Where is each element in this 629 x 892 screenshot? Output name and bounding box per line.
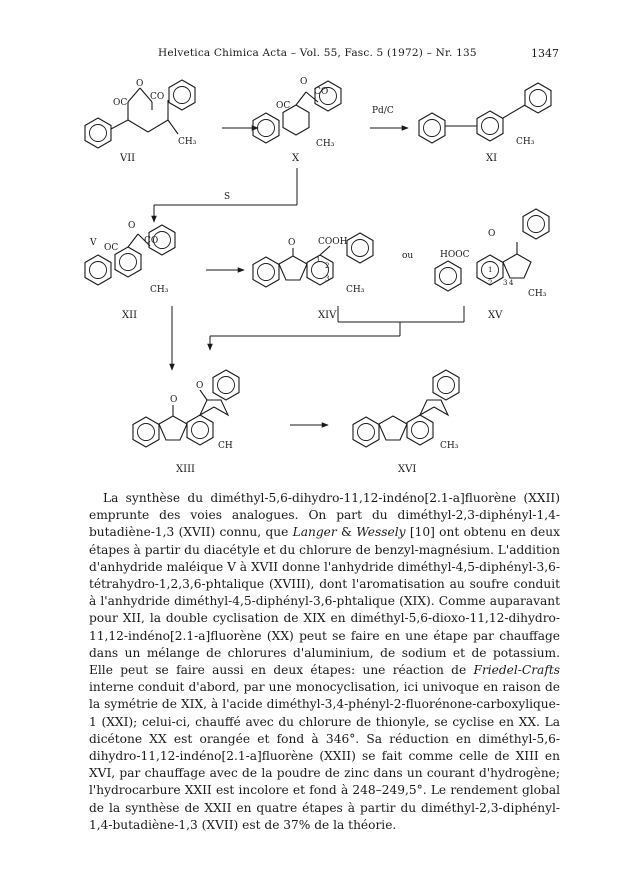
compound-label: X (292, 153, 300, 164)
reagent-label: Pd/C (372, 106, 394, 116)
ring-position: 1 (488, 266, 493, 274)
atom-label: CH₃ (316, 139, 335, 149)
atom-label: OC (113, 98, 128, 108)
reaction-scheme (0, 60, 629, 480)
atom-label: CO (150, 92, 165, 102)
atom-label: CO (144, 236, 159, 246)
compound-XV (435, 209, 549, 321)
atom-label: CH₃ (440, 441, 459, 451)
reagent-label: S (224, 192, 231, 202)
compound-XIV (253, 233, 373, 321)
paragraph (89, 490, 560, 834)
atom-label: O (196, 381, 204, 391)
compound-VII (85, 79, 197, 164)
atom-label: CH₃ (178, 137, 197, 147)
compound-label: XV (488, 310, 503, 321)
author-name: Wessely (356, 525, 406, 540)
conjunction-label: ou (402, 251, 414, 261)
compound-label: V (90, 238, 97, 248)
text-segment: & (336, 525, 357, 540)
atom-label: CO (314, 87, 329, 97)
atom-label: HOOC (440, 250, 470, 260)
atom-label: O (136, 79, 144, 89)
ring-position: 3 (503, 279, 508, 287)
atom-label: CH (218, 441, 233, 451)
compound-XIII (133, 370, 239, 475)
body-text (89, 490, 560, 834)
atom-label: O (128, 221, 136, 231)
text-segment: [10] ont obtenu en deux étapes à partir du diacétyle et du chlorure de benzyl-magnésium. L'addition d'anhydride maléique V à XVII donne l'anhydride diméthyl-4,5-diphényl-3,6-tétrahydro-1,2,3,6-phtalique (XVIII), dont l'aromatisation au soufre conduit à l'anhydride diméthyl-4,5-diphényl-3,6-phtalique (XIX). Comme auparavant pour XII, la double cyclisation de XIX en diméthyl-5,6-dioxo-11,12-dihydro-11,12-indéno[2.1-a]fluorène (XX) peut se faire en une étape par chauffage dans un mélange de chlorures d'aluminium, de sodium et de potassium. Elle peut se faire aussi en deux étapes: une réaction de (89, 525, 560, 678)
atom-label: O (288, 238, 296, 248)
compound-label: XIV (318, 310, 337, 321)
compound-XI (419, 83, 551, 164)
atom-label: CH₃ (150, 285, 169, 295)
journal-citation: Helvetica Chimica Acta – Vol. 55, Fasc. 5 (1972) – Nr. 135 (158, 47, 477, 59)
compound-label: XI (486, 153, 498, 164)
compound-XII (85, 221, 175, 321)
compound-label: XIII (176, 464, 195, 475)
ring-position: 2 (325, 262, 330, 270)
atom-label: COOH (318, 237, 348, 247)
compound-label: VII (120, 153, 136, 164)
author-name: Langer (292, 525, 337, 540)
page-number: 1347 (531, 47, 559, 60)
ring-position: 2 (488, 279, 493, 287)
text-segment: La synthèse du diméthyl-5,6-dihydro-11,12-indéno[2.1-a]fluorène (XXII) emprunte des voies analogues. On part du diméthyl-2,3-diphényl-1,4-butadiène-1,3 (XVII) connu, que (89, 491, 560, 540)
compound-label: XVI (398, 464, 417, 475)
atom-label: CH₃ (346, 285, 365, 295)
ring-position: 1 (316, 256, 321, 264)
atom-label: OC (104, 243, 119, 253)
atom-label: OC (276, 101, 291, 111)
compound-X (253, 77, 341, 164)
compound-label: XII (122, 310, 138, 321)
atom-label: O (170, 395, 178, 405)
atom-label: O (300, 77, 308, 87)
atom-label: O (488, 229, 496, 239)
atom-label: CH₃ (528, 289, 547, 299)
reaction-name: Friedel-Crafts (473, 663, 560, 678)
ring-position: 4 (509, 279, 514, 287)
compound-XVI (353, 370, 459, 475)
atom-label: CH₃ (516, 137, 535, 147)
ring-position: 3 (325, 275, 330, 283)
text-segment: interne conduit d'abord, par une monocyclisation, ici univoque en raison de la symétrie de XIX, à l'acide diméthyl-3,4-phényl-2-fluorénone-carboxylique-1 (XXI); celui-ci, chauffé avec du chlorure de thionyle, se cyclise en XX. La dicétone XX est orangée et fond à 346°. Sa réduction en diméthyl-5,6-dihydro-11,12-indéno[2.1-a]fluorène (XXII) se fait comme celle de XIII en XVI, par chauffage avec de la poudre de zinc dans un courant d'hydrogène; l'hydrocarbure XXII est incolore et fond à 248–249,5°. Le rendement global de la synthèse de XXII en quatre étapes à partir du diméthyl-2,3-diphényl-1,4-butadiène-1,3 (XVII) est de 37% de la théorie. (89, 680, 560, 832)
